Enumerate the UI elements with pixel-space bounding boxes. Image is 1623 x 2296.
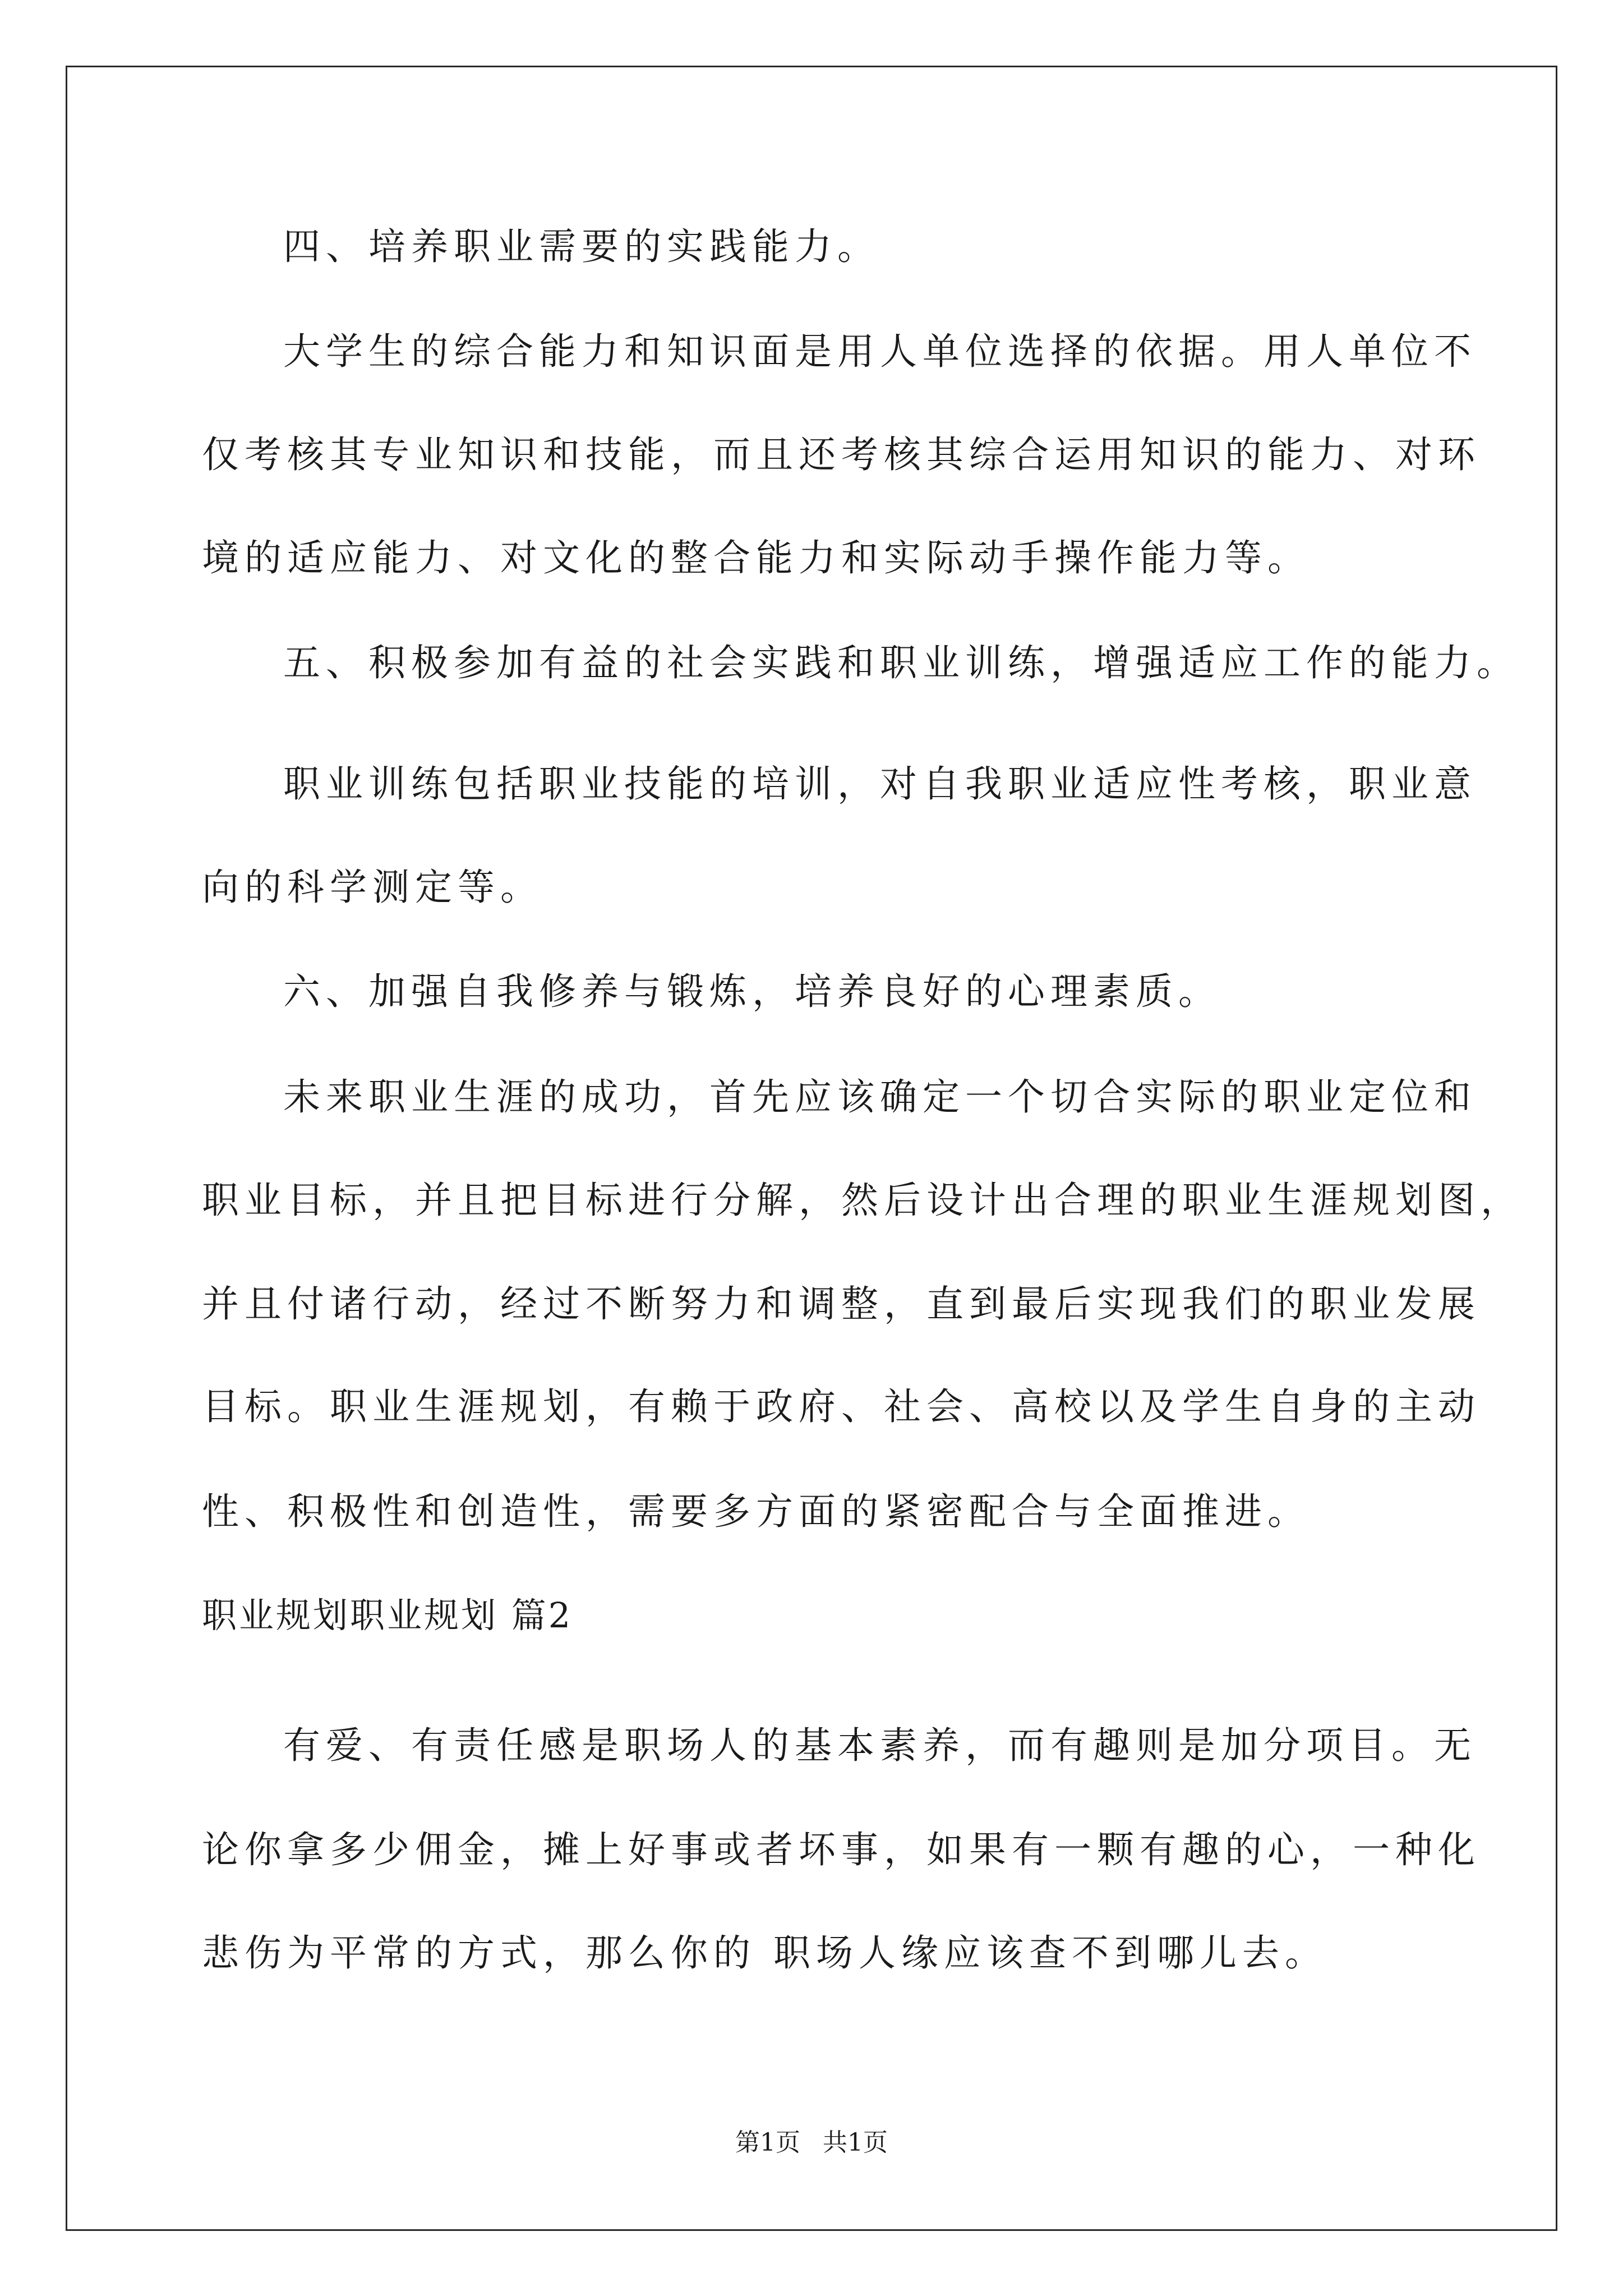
paragraph-line: 性、积极性和创造性，需要多方面的紧密配合与全面推进。 xyxy=(202,1490,1310,1533)
paragraph-line: 境的适应能力、对文化的整合能力和实际动手操作能力等。 xyxy=(202,536,1310,579)
paragraph-line: 目标。职业生涯规划，有赖于政府、社会、高校以及学生自身的主动 xyxy=(202,1385,1481,1428)
paragraph-line: 悲伤为平常的方式，那么你的 职场人缘应该查不到哪儿去。 xyxy=(202,1931,1327,1975)
paragraph-line: 有爱、有责任感是职场人的基本素养，而有趣则是加分项目。无 xyxy=(283,1724,1477,1767)
paragraph-line: 五、积极参加有益的社会实践和职业训练，增强适应工作的能力。 xyxy=(283,641,1519,684)
page-number: 第1页 xyxy=(735,2128,800,2157)
paragraph-line: 并且付诸行动，经过不断努力和调整，直到最后实现我们的职业发展 xyxy=(202,1282,1481,1326)
page-footer xyxy=(0,2126,1623,2160)
paragraph-line: 职业目标，并且把目标进行分解，然后设计出合理的职业生涯规划图， xyxy=(202,1179,1523,1222)
paragraph-line: 四、培养职业需要的实践能力。 xyxy=(283,225,880,268)
paragraph-line: 六、加强自我修养与锻炼，培养良好的心理素质。 xyxy=(283,970,1221,1013)
paragraph-line: 未来职业生涯的成功，首先应该确定一个切合实际的职业定位和 xyxy=(283,1075,1477,1119)
section-heading: 职业规划职业规划 篇2 xyxy=(202,1595,573,1636)
paragraph-line: 仅考核其专业知识和技能，而且还考核其综合运用知识的能力、对环 xyxy=(202,433,1481,476)
page-total: 共1页 xyxy=(823,2128,888,2157)
paragraph-line: 论你拿多少佣金，摊上好事或者坏事，如果有一颗有趣的心，一种化 xyxy=(202,1828,1481,1871)
paragraph-line: 向的科学测定等。 xyxy=(202,866,543,909)
paragraph-line: 大学生的综合能力和知识面是用人单位选择的依据。用人单位不 xyxy=(283,330,1477,373)
page-border xyxy=(66,66,1557,2231)
paragraph-line: 职业训练包括职业技能的培训，对自我职业适应性考核，职业意 xyxy=(283,762,1477,806)
